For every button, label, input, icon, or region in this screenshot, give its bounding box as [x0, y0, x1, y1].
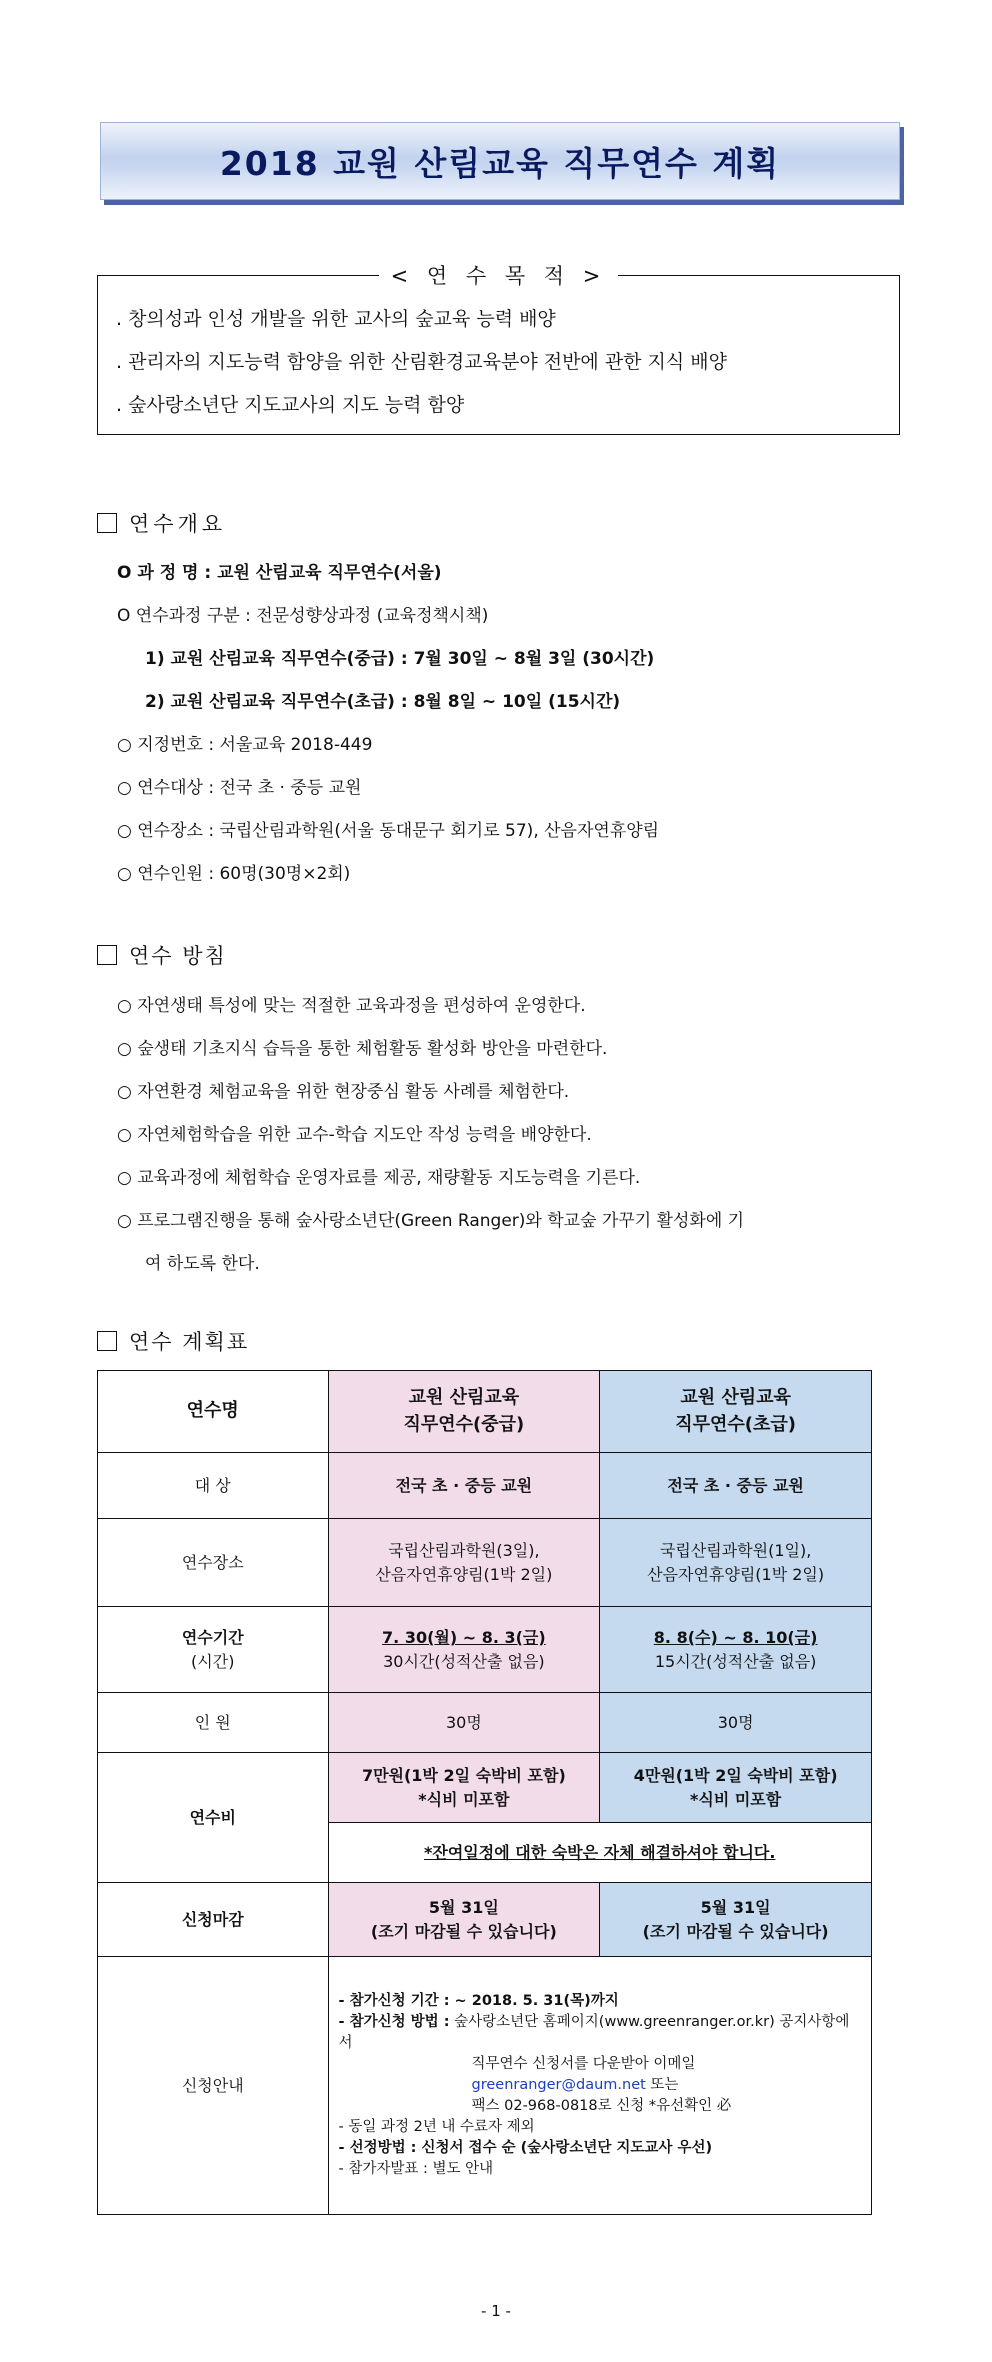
policy-item: ○ 프로그램진행을 통해 숲사랑소년단(Green Ranger)와 학교숲 가꾸기 활성화에 기: [117, 1211, 745, 1231]
table-row: [98, 1453, 872, 1519]
table-row: [98, 1371, 872, 1453]
purpose-line: . 관리자의 지도능력 함양을 위한 산림환경교육분야 전반에 관한 지식 배양: [116, 351, 728, 373]
policy-item: ○ 교육과정에 체험학습 운영자료를 제공, 재량활동 지도능력을 기른다.: [117, 1168, 641, 1188]
plan-table: [97, 1370, 872, 2215]
guide-content: [328, 1957, 872, 2215]
header-name: 연수명: [98, 1371, 329, 1453]
period-intermediate: 7. 30(월) ~ 8. 3(금) 30시간(성적산출 없음): [328, 1607, 600, 1693]
row-label-people: 인 원: [98, 1693, 329, 1753]
section-plan-title: 연수 계획표: [129, 1330, 250, 1354]
table-row: [98, 1883, 872, 1957]
document-title: 2018 교원 산림교육 직무연수 계획: [219, 143, 781, 183]
row-label-target: 대 상: [98, 1453, 329, 1519]
row-label-deadline: 신청마감: [98, 1883, 329, 1957]
row-label-guide: 신청안내: [98, 1957, 329, 2215]
header-beginner: 교원 산림교육 직무연수(초급): [600, 1371, 872, 1453]
document-title-banner: [100, 122, 900, 200]
cost-intermediate: 7만원(1박 2일 숙박비 포함) *식비 미포함: [328, 1753, 600, 1823]
overview-course-2: 2) 교원 산림교육 직무연수(초급) : 8월 8일 ~ 10일 (15시간): [145, 692, 621, 712]
cost-note: *잔여일정에 대한 숙박은 자체 해결하셔야 합니다.: [328, 1823, 872, 1883]
policy-item: ○ 자연생태 특성에 맞는 적절한 교육과정을 편성하여 운영한다.: [117, 996, 586, 1016]
guide-method-2: 직무연수 신청서를 다운받아 이메일 greenranger@daum.net 또는: [471, 2055, 696, 2093]
guide-select: - 선정방법 : 신청서 접수 순 (숲사랑소년단 지도교사 우선): [338, 2140, 713, 2157]
section-overview-title: 연수개요: [129, 512, 227, 536]
cost-beginner: 4만원(1박 2일 숙박비 포함) *식비 미포함: [600, 1753, 872, 1823]
purpose-line: . 창의성과 인성 개발을 위한 교사의 숲교육 능력 배양: [116, 308, 556, 330]
overview-target: ○ 연수대상 : 전국 초 · 중등 교원: [117, 778, 362, 798]
purpose-heading: < 연 수 목 적 >: [379, 264, 619, 288]
row-label-period: 연수기간 (시간): [98, 1607, 329, 1693]
place-intermediate: 국립산림과학원(3일), 산음자연휴양림(1박 2일): [328, 1519, 600, 1607]
overview-course-1: 1) 교원 산림교육 직무연수(중급) : 7월 30일 ~ 8월 3일 (30시간): [145, 649, 655, 669]
table-row: [98, 1519, 872, 1607]
place-beginner: 국립산림과학원(1일), 산음자연휴양림(1박 2일): [600, 1519, 872, 1607]
people-beginner: 30명: [600, 1693, 872, 1753]
overview-place: ○ 연수장소 : 국립산림과학원(서울 동대문구 회기로 57), 산음자연휴양림: [117, 821, 660, 841]
target-beginner: 전국 초 · 중등 교원: [600, 1453, 872, 1519]
purpose-box: [97, 264, 900, 435]
row-label-cost: 연수비: [98, 1753, 329, 1883]
section-policy: [97, 940, 227, 970]
people-intermediate: 30명: [328, 1693, 600, 1753]
guide-exclude: - 동일 과정 2년 내 수료자 제외: [338, 2119, 535, 2136]
checkbox-square-icon: [97, 1331, 117, 1351]
deadline-intermediate: 5월 31일 (조기 마감될 수 있습니다): [328, 1883, 600, 1957]
target-intermediate: 전국 초 · 중등 교원: [328, 1453, 600, 1519]
deadline-beginner: 5월 31일 (조기 마감될 수 있습니다): [600, 1883, 872, 1957]
purpose-line: . 숲사랑소년단 지도교사의 지도 능력 함양: [116, 394, 465, 416]
table-row: [98, 1957, 872, 2215]
checkbox-square-icon: [97, 945, 117, 965]
overview-course-name: O 과 정 명 : 교원 산림교육 직무연수(서울): [117, 563, 442, 583]
overview-course-type: O 연수과정 구분 : 전문성향상과정 (교육정책시책): [117, 606, 489, 626]
policy-item: ○ 자연체험학습을 위한 교수-학습 지도안 작성 능력을 배양한다.: [117, 1125, 592, 1145]
period-beginner: 8. 8(수) ~ 8. 10(금) 15시간(성적산출 없음): [600, 1607, 872, 1693]
section-overview: [97, 508, 226, 538]
table-row: [98, 1693, 872, 1753]
overview-count: ○ 연수인원 : 60명(30명×2회): [117, 864, 351, 884]
checkbox-square-icon: [97, 513, 117, 533]
page-number: - 1 -: [481, 2302, 511, 2320]
guide-method: - 참가신청 방법 : 숲사랑소년단 홈페이지(www.greenranger.or.kr) 공지사항에서: [338, 2013, 850, 2051]
policy-item: ○ 숲생태 기초지식 습득을 통한 체험활동 활성화 방안을 마련한다.: [117, 1039, 608, 1059]
header-intermediate: 교원 산림교육 직무연수(중급): [328, 1371, 600, 1453]
table-row: [98, 1753, 872, 1823]
guide-announce: - 참가자발표 : 별도 안내: [338, 2161, 494, 2178]
guide-period: - 참가신청 기간 : ~ 2018. 5. 31(목)까지: [338, 1992, 619, 2009]
policy-item: ○ 자연환경 체험교육을 위한 현장중심 활동 사례를 체험한다.: [117, 1082, 570, 1102]
table-row: [98, 1607, 872, 1693]
overview-designation: ○ 지정번호 : 서울교육 2018-449: [117, 735, 373, 755]
guide-method-3: 팩스 02-968-0818로 신청 *유선확인 必: [471, 2098, 732, 2114]
section-policy-title: 연수 방침: [129, 944, 227, 968]
policy-item-continued: 여 하도록 한다.: [145, 1254, 260, 1274]
row-label-place: 연수장소: [98, 1519, 329, 1607]
email-link[interactable]: greenranger@daum.net: [471, 2076, 646, 2093]
section-plan: [97, 1326, 249, 1356]
